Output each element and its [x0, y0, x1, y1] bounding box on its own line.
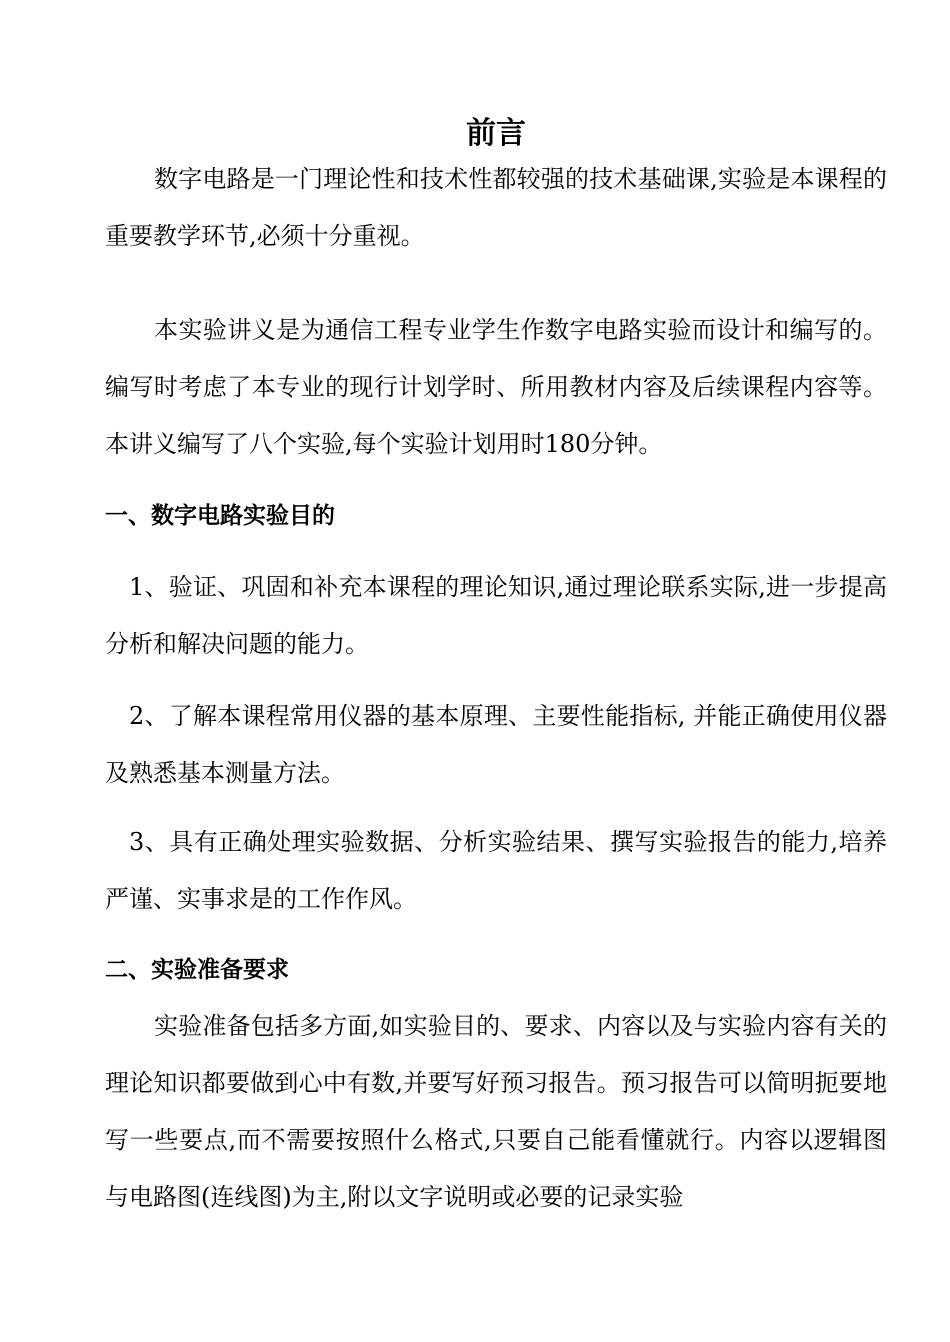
section-2-paragraph: 实验准备包括多方面,如实验目的、要求、内容以及与实验内容有关的理论知识都要做到心中有数,并要写好预习报告。预习报告可以简明扼要地写一些要点,而不需要按照什么格式,只要自己能看懂就行。内容以逻辑图与电路图(连线图)为主,附以文字说明或必要的记录实验: [105, 1012, 887, 1211]
section-1-item-2: 2、了解本课程常用仪器的基本原理、主要性能指标, 并能正确使用仪器及熟悉基本测量方法。: [105, 702, 887, 787]
page-title: 前言: [466, 116, 526, 151]
section-1-item-1: 1、验证、巩固和补充本课程的理论知识,通过理论联系实际,进一步提高分析和解决问题的能力。: [105, 573, 887, 658]
intro-paragraph-2: 本实验讲义是为通信工程专业学生作数字电路实验而设计和编写的。编写时考虑了本专业的现行计划学时、所用教材内容及后续课程内容等。本讲义编写了八个实验,每个实验计划用时180分钟。: [105, 316, 887, 458]
intro-paragraph-1: 数字电路是一门理论性和技术性都较强的技术基础课,实验是本课程的重要教学环节,必须十分重视。: [105, 165, 887, 250]
section-1-item-3: 3、具有正确处理实验数据、分析实验结果、撰写实验报告的能力,培养严谨、实事求是的工作作风。: [105, 828, 887, 913]
section-2-heading: 二、实验准备要求: [105, 956, 289, 983]
section-1-heading: 一、数字电路实验目的: [105, 502, 335, 529]
